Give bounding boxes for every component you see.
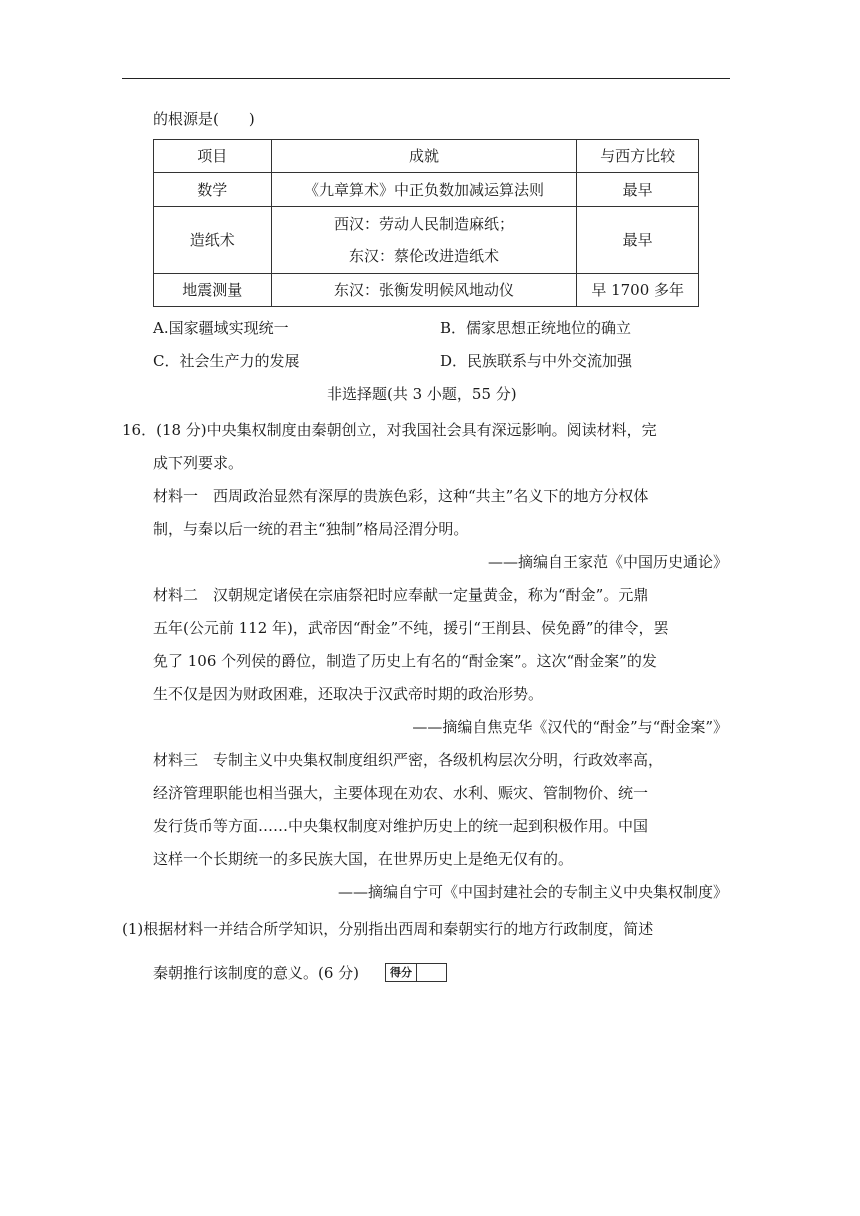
- row-item: 造纸术: [154, 207, 272, 274]
- row-achievement: [271, 207, 577, 274]
- material2-line3: 免了 106 个列侯的爵位，制造了历史上有名的“酎金案”。这次“酎金案”的发: [153, 652, 657, 670]
- subquestion1-line2: 秦朝推行该制度的意义。(6 分): [153, 964, 360, 982]
- row-item: 地震测量: [154, 274, 272, 307]
- material1-source: ——摘编自王家范《中国历史通论》: [487, 553, 728, 571]
- section-title: 非选择题(共 3 小题，55 分): [327, 385, 517, 403]
- material2-source: ——摘编自焦克华《汉代的“酎金”与“酎金案”》: [412, 718, 728, 736]
- material3-line1: 材料三 专制主义中央集权制度组织严密，各级机构层次分明，行政效率高，: [153, 751, 664, 769]
- achievement-line: 西汉：劳动人民制造麻纸；: [333, 215, 514, 233]
- q15-tail-text: 的根源是( ): [153, 110, 255, 128]
- material1-line2: 制，与秦以后一统的君主“独制”格局泾渭分明。: [153, 520, 469, 538]
- row-item: 数学: [154, 173, 272, 207]
- option-c: C．社会生产力的发展: [153, 352, 300, 370]
- material3-line4: 这样一个长期统一的多民族大国，在世界历史上是绝无仅有的。: [153, 850, 574, 868]
- q16-intro-line1: 16．(18 分)中央集权制度由秦朝创立，对我国社会具有深远影响。阅读材料，完: [122, 421, 657, 439]
- score-box[interactable]: [385, 963, 447, 982]
- row-compare: 最早: [577, 173, 699, 207]
- material3-line3: 发行货币等方面……中央集权制度对维护历史上的统一起到积极作用。中国: [153, 817, 649, 835]
- achievement-line: 东汉：蔡伦改进造纸术: [348, 247, 499, 265]
- score-label: 得分: [386, 964, 417, 981]
- score-blank-field[interactable]: [417, 964, 446, 981]
- achievement-table: [153, 139, 699, 307]
- option-d: D．民族联系与中外交流加强: [440, 352, 633, 370]
- row-achievement: 《九章算术》中正负数加减运算法则: [271, 173, 577, 207]
- header-rule: [122, 78, 730, 79]
- q16-intro-line2: 成下列要求。: [153, 454, 244, 472]
- row-compare: 最早: [577, 207, 699, 274]
- header-compare: 与西方比较: [577, 140, 699, 173]
- material2-line2: 五年(公元前 112 年)，武帝因“酎金”不纯，援引“王削县、侯免爵”的律令，罢: [153, 619, 669, 637]
- material2-line1: 材料二 汉朝规定诸侯在宗庙祭祀时应奉献一定量黄金，称为“酎金”。元鼎: [153, 586, 649, 604]
- subquestion1-line1: (1)根据材料一并结合所学知识，分别指出西周和秦朝实行的地方行政制度，简述: [122, 920, 654, 938]
- material3-source: ——摘编自宁可《中国封建社会的专制主义中央集权制度》: [337, 883, 728, 901]
- row-compare: 早 1700 多年: [577, 274, 699, 307]
- table-row: [154, 274, 699, 307]
- table-row: [154, 173, 699, 207]
- table-row: [154, 207, 699, 274]
- material2-line4: 生不仅是因为财政困难，还取决于汉武帝时期的政治形势。: [153, 685, 544, 703]
- header-item: 项目: [154, 140, 272, 173]
- option-a: A.国家疆域实现统一: [153, 319, 289, 337]
- option-b: B．儒家思想正统地位的确立: [440, 319, 632, 337]
- row-achievement: 东汉：张衡发明候风地动仪: [271, 274, 577, 307]
- table-header-row: [154, 140, 699, 173]
- header-achievement: 成就: [271, 140, 577, 173]
- material1-line1: 材料一 西周政治显然有深厚的贵族色彩，这种“共主”名义下的地方分权体: [153, 487, 649, 505]
- material3-line2: 经济管理职能也相当强大，主要体现在劝农、水利、赈灾、管制物价、统一: [153, 784, 649, 802]
